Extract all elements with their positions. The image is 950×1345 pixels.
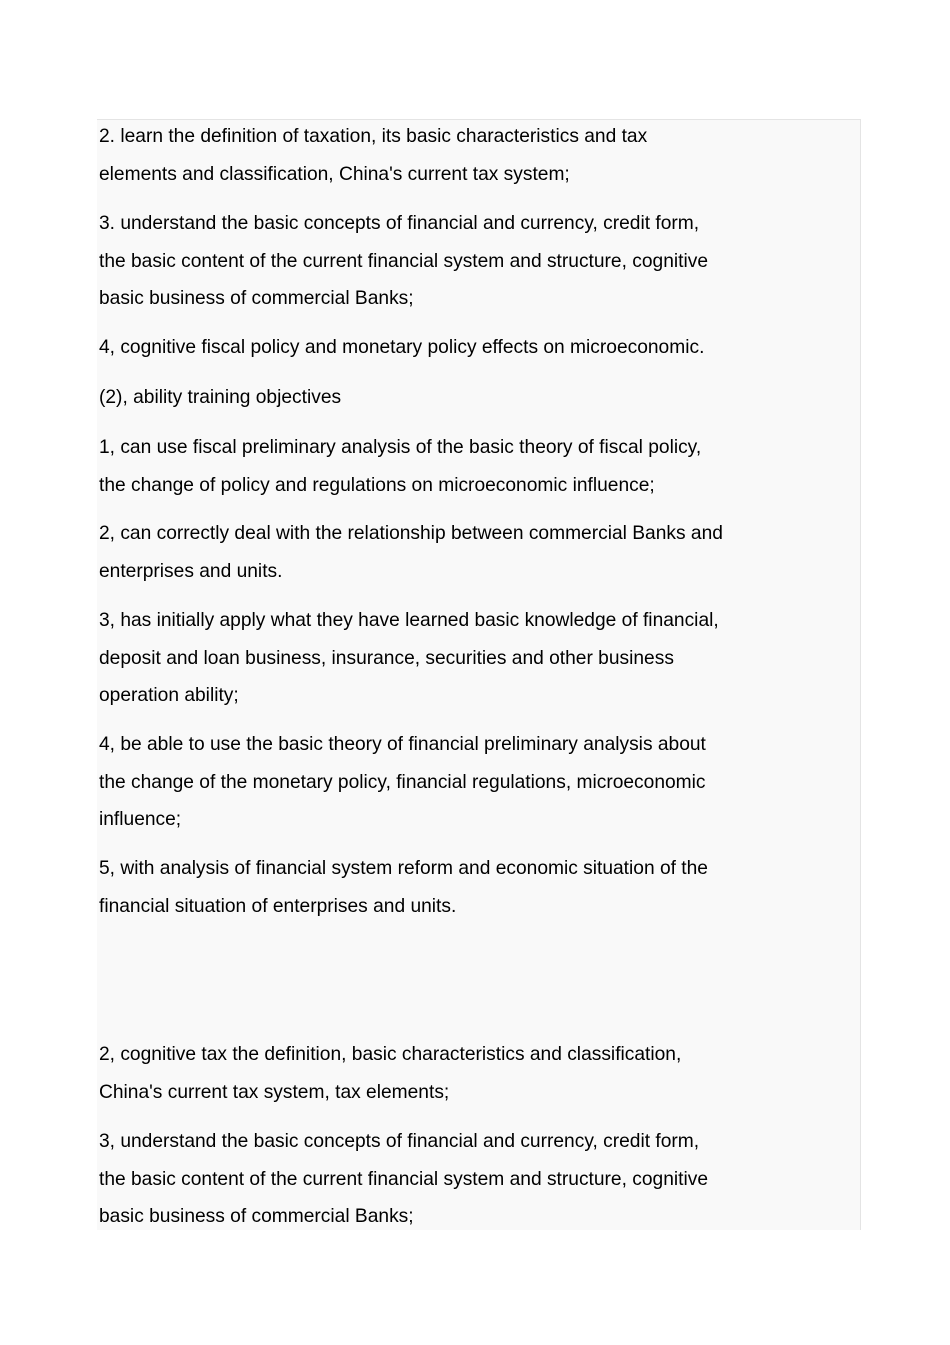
paragraph-fiscal-analysis: 1, can use fiscal preliminary analysis of the basic theory of fiscal policy, the change of policy and regulations on microeconomic influence; [99,437,702,496]
paragraph-tax-cognition: 2, cognitive tax the definition, basic characteristics and classification, China's current tax system, tax elements; [99,1044,682,1103]
paragraph-system-reform: 5, with analysis of financial system reform and economic situation of the financial situation of enterprises and units. [99,858,708,917]
paragraph-bank-relationship: 2, can correctly deal with the relationship between commercial Banks and enterprises and units. [99,523,723,582]
paragraph-tax-definition: 2. learn the definition of taxation, its basic characteristics and tax elements and classification, China's current tax system; [99,126,648,185]
paragraph-finance-concepts-repeat: 3, understand the basic concepts of financial and currency, credit form, the basic content of the current financial system and structure, cognitive basic business of commercial Banks; [99,1131,708,1228]
paragraph-financial-knowledge: 3, has initially apply what they have learned basic knowledge of financial, deposit and loan business, insurance, securities and other business operation ability; [99,610,719,707]
section-heading-ability-objectives: (2), ability training objectives [99,387,342,408]
paragraph-finance-concepts: 3. understand the basic concepts of financial and currency, credit form, the basic content of the current financial system and structure, cognitive basic business of commercial Banks; [99,213,708,310]
paragraph-monetary-analysis: 4, be able to use the basic theory of financial preliminary analysis about the change of the monetary policy, financial regulations, microeconomic influence; [99,734,706,831]
paragraph-policy-effects: 4, cognitive fiscal policy and monetary policy effects on microeconomic. [99,337,705,358]
